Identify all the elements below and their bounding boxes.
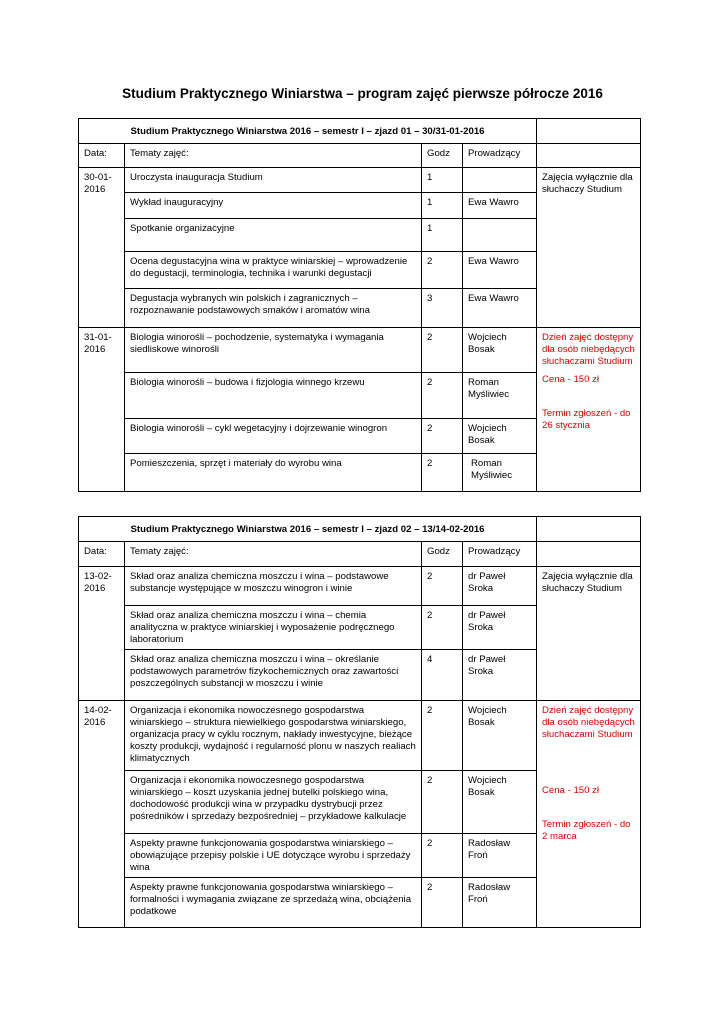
- table-title-empty-cell: [537, 119, 641, 144]
- lecturer-cell: dr Paweł Sroka: [463, 650, 537, 701]
- topic-cell: Biologia winorośli – cykl wegetacyjny i dojrzewanie winogron: [125, 419, 422, 454]
- table-title: Studium Praktycznego Winiarstwa 2016 – semestr I – zjazd 01 – 30/31-01-2016: [79, 119, 537, 144]
- col-header-notes-empty: [537, 542, 641, 567]
- lecturer-cell: Ewa Wawro: [463, 289, 537, 328]
- col-header-lecturer: Prowadzący: [463, 144, 537, 168]
- col-header-hours: Godz: [422, 144, 463, 168]
- date-cell: 13-02-2016: [79, 567, 125, 701]
- hours-cell: 2: [422, 701, 463, 771]
- column-header-row: [79, 144, 641, 168]
- topic-cell: Biologia winorośli – budowa i fizjologia winnego krzewu: [125, 373, 422, 419]
- note-price: Cena - 150 zł: [542, 374, 600, 385]
- hours-cell: 4: [422, 650, 463, 701]
- hours-cell: 1: [422, 219, 463, 252]
- hours-cell: 2: [422, 606, 463, 650]
- hours-cell: 2: [422, 419, 463, 454]
- lecturer-cell: Wojciech Bosak: [463, 328, 537, 373]
- note-price: Cena - 150 zł: [542, 785, 600, 796]
- lecturer-cell: Ewa Wawro: [463, 252, 537, 289]
- lecturer-cell: Wojciech Bosak: [463, 419, 537, 454]
- col-header-hours: Godz: [422, 542, 463, 567]
- date-cell: 31-01-2016: [79, 328, 125, 492]
- topic-cell: Skład oraz analiza chemiczna moszczu i wina – określanie podstawowych parametrów fizykochemicznych oraz zawartości poszczególnych substancji w moszczu i winie: [125, 650, 422, 701]
- note-open-day: Dzień zajęć dostępny dla osób niebędących słuchaczami Studium: [542, 332, 635, 367]
- hours-cell: 1: [422, 193, 463, 219]
- table-title-row: [79, 517, 641, 542]
- topic-cell: Organizacja i ekonomika nowoczesnego gospodarstwa winiarskiego – koszt uzyskania jednej butelki polskiego wina, dochodowość produkcji wina w przypadku dystrybucji przez pośredników i sprzedaży bezpośredniej – przykładowe kalkulacje: [125, 771, 422, 834]
- page-title: Studium Praktycznego Winiarstwa – program zajęć pierwsze półrocze 2016: [122, 86, 603, 101]
- col-header-topics: Tematy zajęć:: [125, 542, 422, 567]
- hours-cell: 2: [422, 878, 463, 928]
- topic-cell: Skład oraz analiza chemiczna moszczu i wina – podstawowe substancje występujące w moszczu winogron i winie: [125, 567, 422, 606]
- lecturer-cell: Radosław Froń: [463, 834, 537, 878]
- lecturer-cell: [463, 219, 537, 252]
- col-header-lecturer: Prowadzący: [463, 542, 537, 567]
- hours-cell: 3: [422, 289, 463, 328]
- note-open-day: Dzień zajęć dostępny dla osób niebędących słuchaczami Studium: [542, 705, 635, 740]
- table-title-row: [79, 119, 641, 144]
- note-open-day-cell: [537, 328, 641, 492]
- hours-cell: 1: [422, 168, 463, 193]
- topic-cell: Biologia winorośli – pochodzenie, systematyka i wymagania siedliskowe winorośli: [125, 328, 422, 373]
- date-cell: 14-02-2016: [79, 701, 125, 928]
- col-header-topics: Tematy zajęć:: [125, 144, 422, 168]
- hours-cell: 2: [422, 328, 463, 373]
- col-header-notes-empty: [537, 144, 641, 168]
- date-cell: 30-01-2016: [79, 168, 125, 328]
- lecturer-cell: Roman Myśliwiec: [463, 454, 537, 492]
- lecturer-cell: [463, 168, 537, 193]
- lecturer-cell: Wojciech Bosak: [463, 701, 537, 771]
- schedule-table-zjazd-01: [78, 118, 641, 492]
- hours-cell: 2: [422, 252, 463, 289]
- lecturer-cell: Roman Myśliwiec: [463, 373, 537, 419]
- hours-cell: 2: [422, 454, 463, 492]
- note-members-only: Zajęcia wyłącznie dla słuchaczy Studium: [537, 168, 641, 328]
- topic-cell: Ocena degustacyjna wina w praktyce winiarskiej – wprowadzenie do degustacji, terminologia, technika i warunki degustacji: [125, 252, 422, 289]
- lecturer-cell: dr Paweł Sroka: [463, 606, 537, 650]
- note-deadline: Termin zgłoszeń - do 26 stycznia: [542, 408, 631, 431]
- topic-cell: Degustacja wybranych win polskich i zagranicznych – rozpoznawanie podstawowych smaków i aromatów wina: [125, 289, 422, 328]
- topic-cell: Wykład inauguracyjny: [125, 193, 422, 219]
- table-row: [79, 701, 641, 771]
- hours-cell: 2: [422, 567, 463, 606]
- topic-cell: Spotkanie organizacyjne: [125, 219, 422, 252]
- lecturer-cell: dr Paweł Sroka: [463, 567, 537, 606]
- table-row: [79, 168, 641, 193]
- table-title: Studium Praktycznego Winiarstwa 2016 – semestr I – zjazd 02 – 13/14-02-2016: [79, 517, 537, 542]
- topic-cell: Pomieszczenia, sprzęt i materiały do wyrobu wina: [125, 454, 422, 492]
- lecturer-cell: Radosław Froń: [463, 878, 537, 928]
- note-deadline: Termin zgłoszeń - do 2 marca: [542, 819, 631, 842]
- topic-cell: Aspekty prawne funkcjonowania gospodarstwa winiarskiego – obowiązujące przepisy polskie i UE dotyczące wyrobu i sprzedaży wina: [125, 834, 422, 878]
- table-row: [79, 567, 641, 606]
- table-title-empty-cell: [537, 517, 641, 542]
- lecturer-cell: Wojciech Bosak: [463, 771, 537, 834]
- topic-cell: Aspekty prawne funkcjonowania gospodarstwa winiarskiego – formalności i wymagania związane ze sprzedażą wina, obciążenia podatkowe: [125, 878, 422, 928]
- note-open-day-cell: [537, 701, 641, 928]
- topic-cell: Uroczysta inauguracja Studium: [125, 168, 422, 193]
- col-header-date: Data:: [79, 542, 125, 567]
- topic-cell: Organizacja i ekonomika nowoczesnego gospodarstwa winiarskiego – struktura niewielkiego gospodarstwa winiarskiego, organizacja pracy w cyklu rocznym, nakłady inwestycyjne, bieżące koszty produkcji, wydajność i regularność plonu w naszych realiach klimatycznych: [125, 701, 422, 771]
- hours-cell: 2: [422, 373, 463, 419]
- lecturer-cell: Ewa Wawro: [463, 193, 537, 219]
- note-members-only: Zajęcia wyłącznie dla słuchaczy Studium: [537, 567, 641, 701]
- col-header-date: Data:: [79, 144, 125, 168]
- hours-cell: 2: [422, 771, 463, 834]
- schedule-table-zjazd-02: [78, 516, 641, 928]
- table-row: [79, 328, 641, 373]
- hours-cell: 2: [422, 834, 463, 878]
- topic-cell: Skład oraz analiza chemiczna moszczu i wina – chemia analityczna w praktyce winiarskiej i wyposażenie podręcznego laboratorium: [125, 606, 422, 650]
- column-header-row: [79, 542, 641, 567]
